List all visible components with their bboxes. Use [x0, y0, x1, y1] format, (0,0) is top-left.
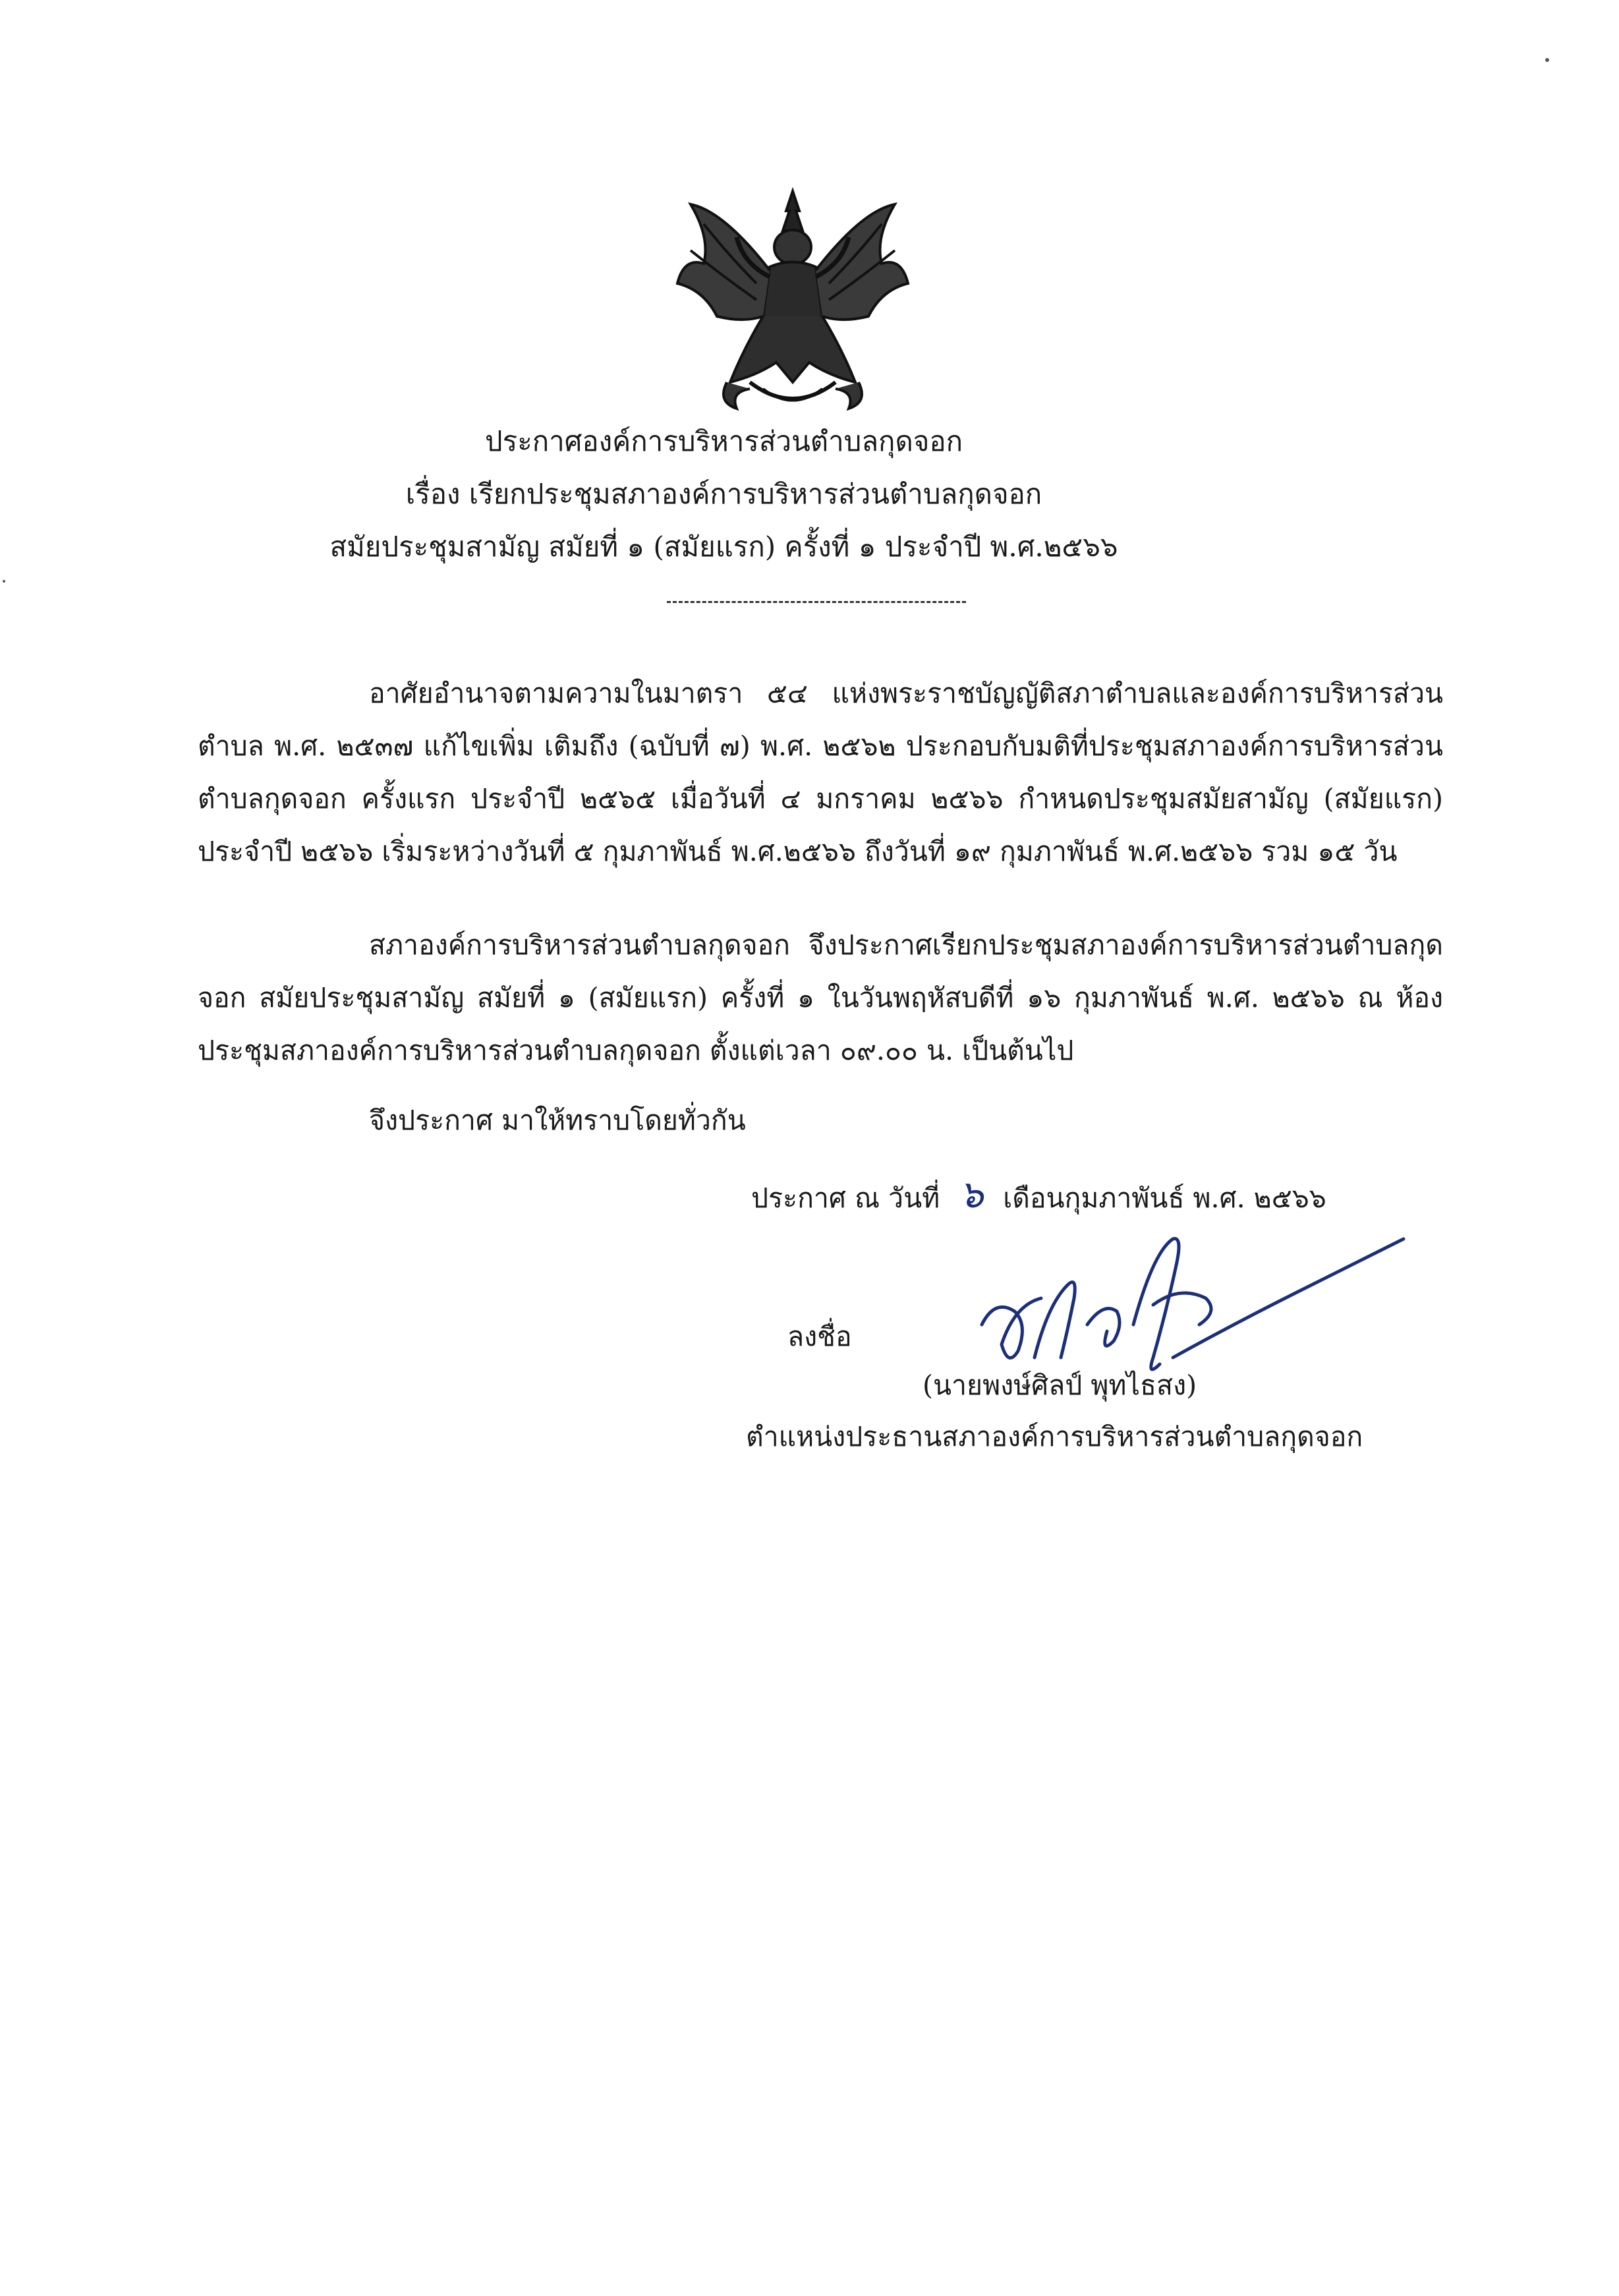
garuda-emblem-icon: [664, 185, 921, 422]
body-paragraph-1: [198, 667, 1443, 878]
signer-name: (นายพงษ์ศิลป์ พุทไธสง): [923, 1369, 1197, 1401]
header-separator: [667, 601, 966, 603]
scan-speck: [3, 580, 5, 583]
date-suffix: เดือนกุมภาพันธ์ พ.ศ. ๒๕๖๖: [1003, 1182, 1326, 1214]
date-day-handwritten: ๖: [959, 1172, 984, 1217]
paragraph-1-text: อาศัยอำนาจตามความในมาตรา ๕๔ แห่งพระราชบัญญัติสภาตำบลและองค์การบริหารส่วนตำบล พ.ศ. ๒๕๓๗ แก้ไขเพิ่ม เติมถึง (ฉบับที่ ๗) พ.ศ. ๒๕๖๒ ประกอบกับมติที่ประชุมสภาองค์การบริหารส่วนตำบลกุดจอก ครั้งแรก ประจำปี ๒๕๖๕ เมื่อวันที่ ๔ มกราคม ๒๕๖๖ กำหนดประชุมสมัยสามัญ (สมัยแรก) ประจำปี ๒๕๖๖ เริ่มระหว่างวันที่ ๕ กุมภาพันธ์ พ.ศ.๒๕๖๖ ถึงวันที่ ๑๙ กุมภาพันธ์ พ.ศ.๒๕๖๖ รวม ๑๕ วัน: [198, 677, 1443, 867]
date-prefix: ประกาศ ณ วันที่: [751, 1182, 940, 1214]
paragraph-2-text: สภาองค์การบริหารส่วนตำบลกุดจอก จึงประกาศเรียกประชุมสภาองค์การบริหารส่วนตำบลกุดจอก สมัยประชุมสามัญ สมัยที่ ๑ (สมัยแรก) ครั้งที่ ๑ ในวันพฤหัสบดีที่ ๑๖ กุมภาพันธ์ พ.ศ. ๒๕๖๖ ณ ห้องประชุมสภาองค์การบริหารส่วนตำบลกุดจอก ตั้งแต่เวลา ๐๙.๐๐ น. เป็นต้นไป: [198, 929, 1443, 1066]
announcement-session: สมัยประชุมสามัญ สมัยที่ ๑ (สมัยแรก) ครั้งที่ ๑ ประจำปี พ.ศ.๒๕๖๖: [329, 531, 1118, 563]
announcement-subject: เรื่อง เรียกประชุมสภาองค์การบริหารส่วนตำบลกุดจอก: [405, 478, 1042, 510]
signature-label: ลงชื่อ: [787, 1321, 852, 1352]
closing-statement: จึงประกาศ มาให้ทราบโดยทั่วกัน: [369, 1105, 746, 1136]
scan-speck: [1545, 58, 1549, 62]
announcement-date: [751, 1168, 1326, 1224]
announcement-title: ประกาศองค์การบริหารส่วนตำบลกุดจอก: [484, 425, 963, 457]
signer-position: ตำแหน่งประธานสภาองค์การบริหารส่วนตำบลกุดจอก: [746, 1421, 1363, 1452]
body-paragraph-2: [198, 919, 1443, 1077]
